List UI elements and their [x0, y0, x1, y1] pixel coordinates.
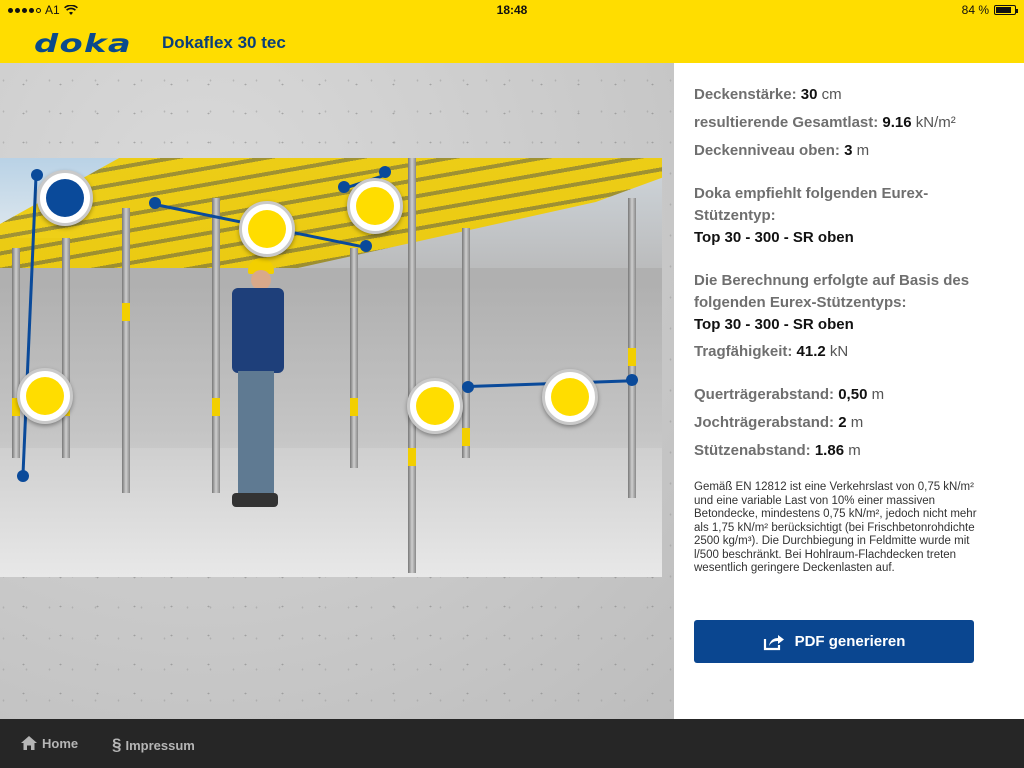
- hotspot-prop-spacing[interactable]: [542, 369, 598, 425]
- calculation-results-panel: [674, 63, 1024, 719]
- recommended-prop-type: Top 30 - 300 - SR oben: [694, 229, 854, 246]
- norm-disclaimer: Gemäß EN 12812 ist eine Verkehrslast von 0,75 kN/m² und eine variable Last von 10% einer massiven Betondecke, mindestens 0,75 kN/m², jedoch nicht mehr als 1,75 kN/m² berücksichtigt (bei Frischbetonrohdichte 2500 kg/m³). Die Durchbiegung in Feldmitte wurde mit l/500 beschränkt. Bei Hohlraum-Flachdecken treten wesentlich geringere Deckenlasten auf.: [694, 481, 977, 574]
- formwork-photo: [0, 158, 662, 577]
- product-visual-area: [0, 63, 674, 719]
- empfehlung-block: Doka empfiehlt folgenden Eurex-Stützentyp: Top 30 - 300 - SR oben: [694, 183, 994, 249]
- berechnung-block: Die Berechnung erfolgte auf Basis des folgenden Eurex-Stützentyps: Top 30 - 300 - SR oben: [694, 270, 994, 336]
- top-bar: [0, 0, 1024, 63]
- hotspot-center-prop[interactable]: [407, 378, 463, 434]
- doka-logo[interactable]: doka: [34, 29, 132, 58]
- gesamtlast-row: resultierende Gesamtlast: 9.16 kN/m²: [694, 114, 956, 131]
- stuetzenabstand-row: Stützenabstand: 1.86 m: [694, 442, 861, 459]
- nav-home[interactable]: Home: [20, 735, 78, 751]
- app-header: [0, 20, 1024, 63]
- deckenstaerke-row: Deckenstärke: 30 cm: [694, 86, 842, 103]
- generate-pdf-button[interactable]: PDF generieren: [694, 620, 974, 663]
- hotspot-left-prop[interactable]: [17, 368, 73, 424]
- battery-percent: 84 %: [961, 3, 989, 17]
- carrier-label: A1: [45, 3, 60, 17]
- deckenniveau-row: Deckenniveau oben: 3 m: [694, 142, 870, 159]
- hotspot-blue-selected[interactable]: [37, 170, 93, 226]
- status-bar: [0, 0, 1024, 20]
- paragraph-icon: §: [112, 735, 122, 754]
- quertraegerabstand-row: Querträgerabstand: 0,50 m: [694, 386, 885, 403]
- share-export-icon: [763, 633, 785, 651]
- worker-figure: [226, 258, 284, 528]
- jochtraegerabstand-row: Jochträgerabstand: 2 m: [694, 414, 864, 431]
- calculated-prop-type: Top 30 - 300 - SR oben: [694, 316, 854, 333]
- bottom-nav-bar: [0, 719, 1024, 768]
- page-title: Dokaflex 30 tec: [162, 33, 286, 52]
- home-icon: [20, 735, 38, 751]
- tragfaehigkeit-row: Tragfähigkeit: 41.2 kN: [694, 343, 849, 360]
- clock: 18:48: [496, 3, 528, 17]
- hotspot-beam[interactable]: [239, 201, 295, 257]
- battery-icon: [994, 5, 1016, 15]
- nav-impressum[interactable]: § Impressum: [112, 735, 195, 754]
- hotspot-ceiling[interactable]: [347, 178, 403, 234]
